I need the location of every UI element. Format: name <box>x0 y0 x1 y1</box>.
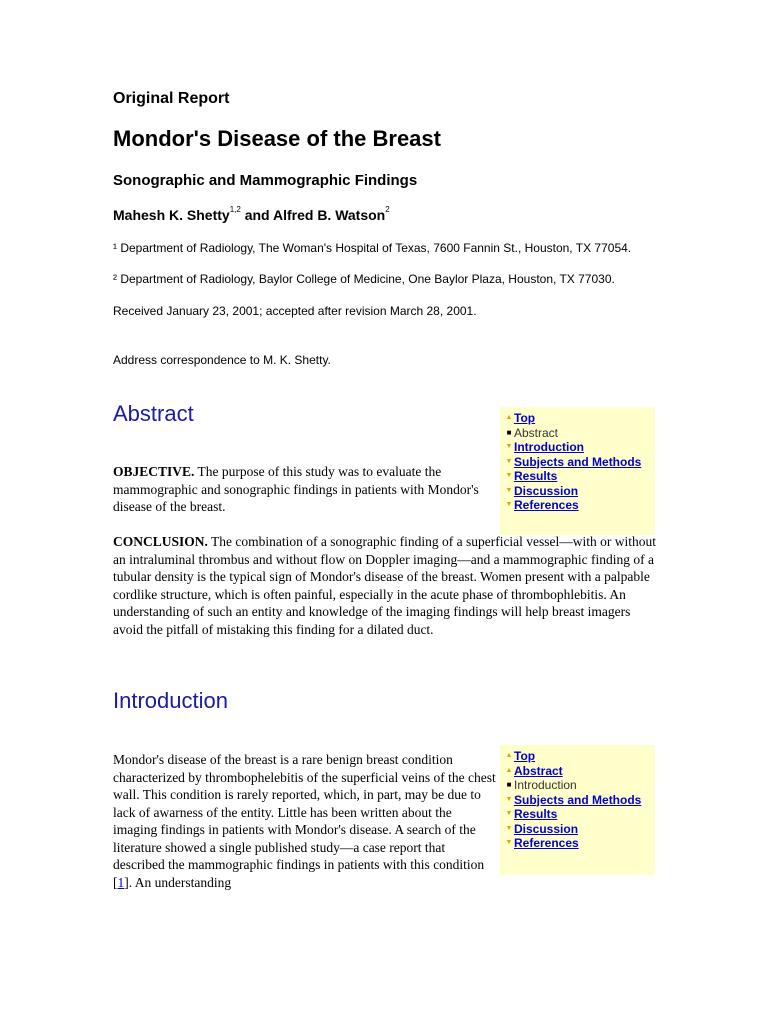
down-arrow-icon: ▼ <box>505 795 513 803</box>
toc-current-abstract: Abstract <box>514 425 559 440</box>
toc-link-discussion[interactable]: Discussion <box>514 483 579 498</box>
down-arrow-icon: ▼ <box>505 810 513 817</box>
toc-link-top[interactable]: Top <box>514 749 536 763</box>
toc-item-references[interactable] <box>504 836 655 851</box>
author-affiliation-sup: 1,2 <box>229 205 241 214</box>
article-type-label: Original Report <box>113 90 230 107</box>
affiliation-2: ² Department of Radiology, Baylor College of Medicine, One Baylor Plaza, Houston, TX 77030. <box>113 272 615 286</box>
down-arrow-icon: ▼ <box>505 824 513 832</box>
toc-item-introduction[interactable] <box>504 440 655 455</box>
toc-item-methods[interactable] <box>504 455 655 470</box>
toc-link-references[interactable]: References <box>514 498 579 512</box>
up-arrow-icon: ▲ <box>505 752 513 759</box>
down-arrow-icon: ▼ <box>505 472 513 479</box>
received-date: Received January 23, 2001; accepted after revision March 28, 2001. <box>113 304 477 318</box>
down-arrow-icon: ▼ <box>505 501 513 508</box>
toc-link-methods[interactable]: Subjects and Methods <box>514 792 642 807</box>
toc-current-introduction: Introduction <box>514 778 577 792</box>
toc-link-references[interactable]: References <box>514 836 579 850</box>
conclusion-label: CONCLUSION. <box>113 534 208 549</box>
author-name: and Alfred B. Watson <box>240 207 386 223</box>
reference-link[interactable]: 1 <box>117 874 125 890</box>
introduction-heading: Introduction <box>113 688 228 713</box>
toc-item-results[interactable] <box>504 469 655 484</box>
toc-link-results[interactable]: Results <box>514 469 558 483</box>
author-name: Mahesh K. Shetty <box>113 207 230 223</box>
toc-item-introduction <box>504 778 655 793</box>
down-arrow-icon: ▼ <box>505 443 513 450</box>
toc-link-top[interactable]: Top <box>514 411 536 425</box>
objective-label: OBJECTIVE. <box>113 464 195 479</box>
affiliation-1: ¹ Department of Radiology, The Woman's Hospital of Texas, 7600 Fannin St., Houston, TX 77054. <box>113 241 632 255</box>
abstract-objective <box>113 463 498 516</box>
introduction-paragraph <box>113 751 498 891</box>
toc-link-introduction[interactable]: Introduction <box>514 440 584 454</box>
section-nav-box <box>500 407 655 535</box>
down-arrow-icon: ▼ <box>505 839 513 846</box>
toc-link-results[interactable]: Results <box>514 807 558 821</box>
author-line <box>113 207 390 223</box>
up-arrow-icon: ▲ <box>505 766 513 774</box>
section-nav-box <box>500 745 655 875</box>
intro-text-end: ]. An understanding <box>124 874 232 890</box>
bullet-icon: ■ <box>506 780 512 789</box>
toc-item-top[interactable] <box>504 749 655 764</box>
down-arrow-icon: ▼ <box>505 457 513 465</box>
bullet-icon: ■ <box>506 427 512 437</box>
down-arrow-icon: ▼ <box>505 486 513 494</box>
toc-link-methods[interactable]: Subjects and Methods <box>514 454 642 469</box>
correspondence-address: Address correspondence to M. K. Shetty. <box>113 353 331 367</box>
up-arrow-icon: ▲ <box>505 414 513 421</box>
author-affiliation-sup: 2 <box>385 205 390 214</box>
objective-text: The purpose of this study was to evaluate the mammographic and sonographic findings in patients with Mondor's disease of the breast. <box>113 464 479 514</box>
toc-item-discussion[interactable] <box>504 484 655 499</box>
abstract-heading: Abstract <box>113 401 194 426</box>
toc-item-top[interactable] <box>504 411 655 426</box>
toc-item-methods[interactable] <box>504 793 655 808</box>
toc-item-results[interactable] <box>504 807 655 822</box>
toc-item-references[interactable] <box>504 498 655 513</box>
toc-link-abstract[interactable]: Abstract <box>514 763 563 778</box>
toc-item-discussion[interactable] <box>504 822 655 837</box>
article-title: Mondor's Disease of the Breast <box>113 126 441 151</box>
conclusion-text: The combination of a sonographic finding of a superficial vessel—with or without an intraluminal thrombus and without flow on Doppler imaging—and a mammographic finding of a tubular density is the typical sign of Mondor's disease of the breast. Women present with a palpable cordlike structure, which is often painful, especially in the acute phase of thrombophlebitis. An understanding of such an entity and knowledge of the imaging findings will help breast imagers avoid the pitfall of mistaking this finding for a dilated duct. <box>113 534 657 637</box>
toc-link-discussion[interactable]: Discussion <box>514 821 579 836</box>
toc-item-abstract <box>504 426 655 441</box>
article-subtitle: Sonographic and Mammographic Findings <box>113 172 418 189</box>
toc-item-abstract[interactable] <box>504 764 655 779</box>
abstract-conclusion <box>113 533 658 638</box>
intro-text: Mondor's disease of the breast is a rare benign breast condition characterized by thrombophelebitis of the superficial veins of the chest wall. This condition is rarely reported, which, in part, may be due to lack of awarness of the entity. Little has been written about the imaging findings in patients with Mondor's disease. A search of the literature showed a single published study—a case report that described the mammographic findings in patients with this condition [ <box>113 752 496 890</box>
